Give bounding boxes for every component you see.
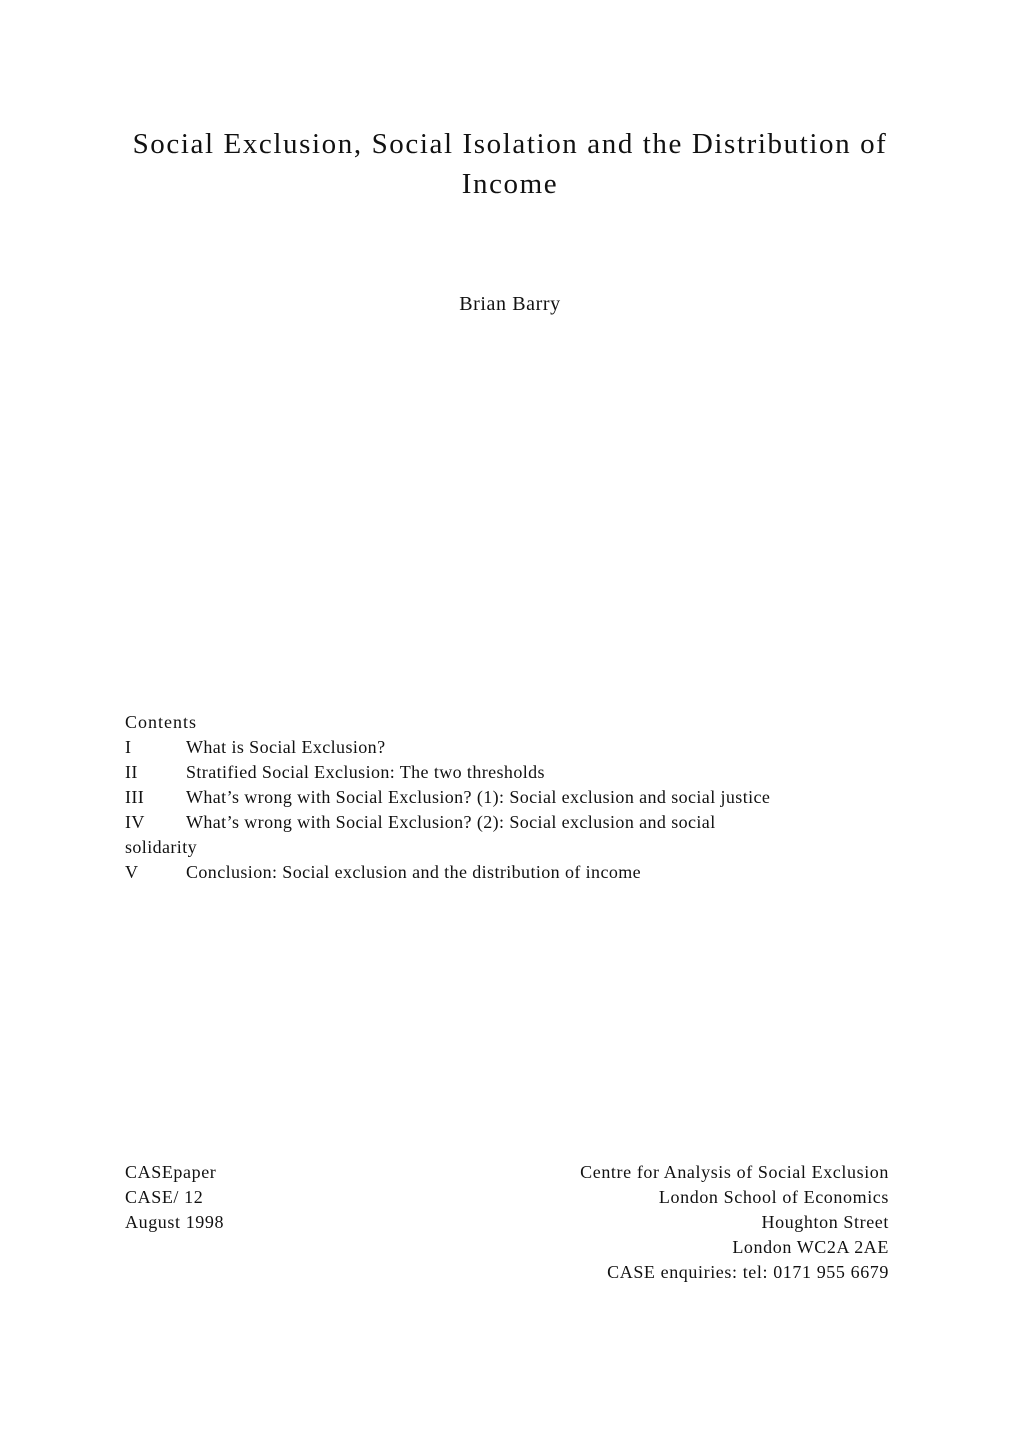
toc-entry-number: V [125,862,139,882]
toc-entry-number: II [125,762,138,782]
institution-address [580,1160,889,1285]
toc-entry [125,810,885,835]
toc-entry [125,860,885,885]
toc-entry-number: I [125,737,132,757]
toc-entry-text: Stratified Social Exclusion: The two thresholds [186,762,545,782]
publication-date: August 1998 [125,1212,225,1232]
paper-title: Social Exclusion, Social Isolation and the Distribution of Income [132,128,888,200]
school-name: London School of Economics [658,1187,889,1207]
toc-entry-number: III [125,787,145,807]
toc-entry-number: IV [125,812,145,832]
toc-entry-text: Conclusion: Social exclusion and the distribution of income [186,862,642,882]
toc-entry [125,735,885,760]
table-of-contents [125,710,885,885]
enquiries-phone: CASE enquiries: tel: 0171 955 6679 [607,1262,889,1282]
series-name: CASEpaper [125,1162,217,1182]
toc-entry-text: What is Social Exclusion? [186,737,386,757]
street-address: Houghton Street [761,1212,889,1232]
paper-number: CASE/ 12 [125,1187,204,1207]
toc-entry-text: What’s wrong with Social Exclusion? (2): Social exclusion and social [186,812,716,832]
toc-entry [125,760,885,785]
author-name: Brian Barry [459,293,561,315]
toc-entry [125,785,885,810]
toc-entry-continuation: solidarity [125,837,197,857]
contents-heading: Contents [125,712,198,732]
toc-entry-text: What’s wrong with Social Exclusion? (1): Social exclusion and social justice [186,787,771,807]
publication-details [125,1160,224,1235]
institution-name: Centre for Analysis of Social Exclusion [580,1162,889,1182]
city-postcode: London WC2A 2AE [732,1237,889,1257]
